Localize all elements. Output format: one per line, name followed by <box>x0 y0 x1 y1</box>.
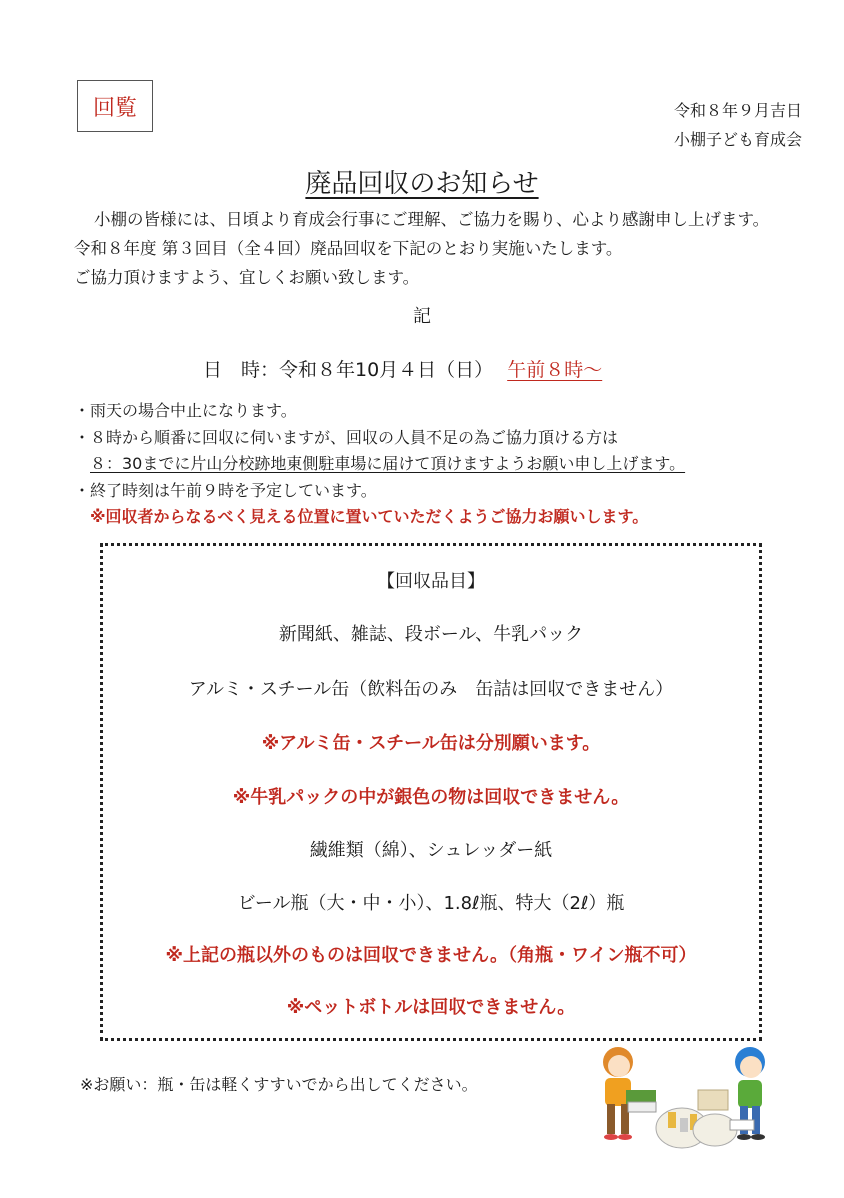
schedule-label: 日 時：令和８年10月４日（日） <box>203 359 494 381</box>
note-rain: ・雨天の場合中止になります。 <box>74 401 297 420</box>
note-deliver-text: ８：30までに片山分校跡地東側駐車場に届けて頂けますようお願い申し上げます。 <box>90 454 686 473</box>
page-title: 廃品回収のお知らせ <box>305 169 539 199</box>
item-textiles: 繊維類（綿）、シュレッダー紙 <box>309 840 553 861</box>
circulation-stamp: 回覧 <box>77 80 153 132</box>
item-cans: アルミ・スチール缶（飲料缶のみ 缶詰は回収できません） <box>188 679 674 700</box>
intro-line: ご協力頂けますよう、宜しくお願い致します。 <box>74 268 420 287</box>
item-paper: 新聞紙、雑誌、段ボール、牛乳パック <box>278 624 584 645</box>
notes-list <box>74 398 685 531</box>
note-order: ・８時から順番に回収に伺いますが、回収の人員不足の為ご協力頂ける方は <box>74 427 619 447</box>
note-end: ・終了時刻は午前９時を予定しています。 <box>74 480 377 500</box>
schedule-time: 午前８時～ <box>507 359 603 381</box>
item-bottles: ビール瓶（大・中・小）、1.8ℓ瓶、特大（2ℓ）瓶 <box>237 893 625 914</box>
issue-date: 令和８年９月吉日 <box>673 101 802 120</box>
item-pet-note: ※ペットボトルは回収できません。 <box>286 997 576 1018</box>
item-bottles-note: ※上記の瓶以外のものは回収できません。（角瓶・ワイン瓶不可） <box>165 945 697 966</box>
children-recycling-illustration <box>590 1040 780 1152</box>
items-heading: 【回収品目】 <box>377 571 485 592</box>
item-milk-note: ※牛乳パックの中が銀色の物は回収できません。 <box>232 787 630 808</box>
item-cans-note: ※アルミ缶・スチール缶は分別願います。 <box>261 733 601 754</box>
ki-heading: 記 <box>413 306 431 327</box>
note-deliver <box>74 451 685 478</box>
intro-line: 小棚の皆様には、日頃より育成会行事にご理解、ご協力を賜り、心より感謝申し上げます。 <box>94 210 770 229</box>
note-placement: ※回収者からなるべく見える位置に置いていただくようご協力お願いします。 <box>90 507 649 526</box>
organization-name: 小棚子ども育成会 <box>673 130 802 149</box>
footer-request: ※お願い：瓶・缶は軽くすすいでから出してください。 <box>80 1075 478 1094</box>
intro-line: 令和８年度 第３回目（全４回）廃品回収を下記のとおり実施いたします。 <box>74 239 623 258</box>
schedule-line <box>203 355 602 382</box>
intro-paragraph <box>74 205 769 292</box>
